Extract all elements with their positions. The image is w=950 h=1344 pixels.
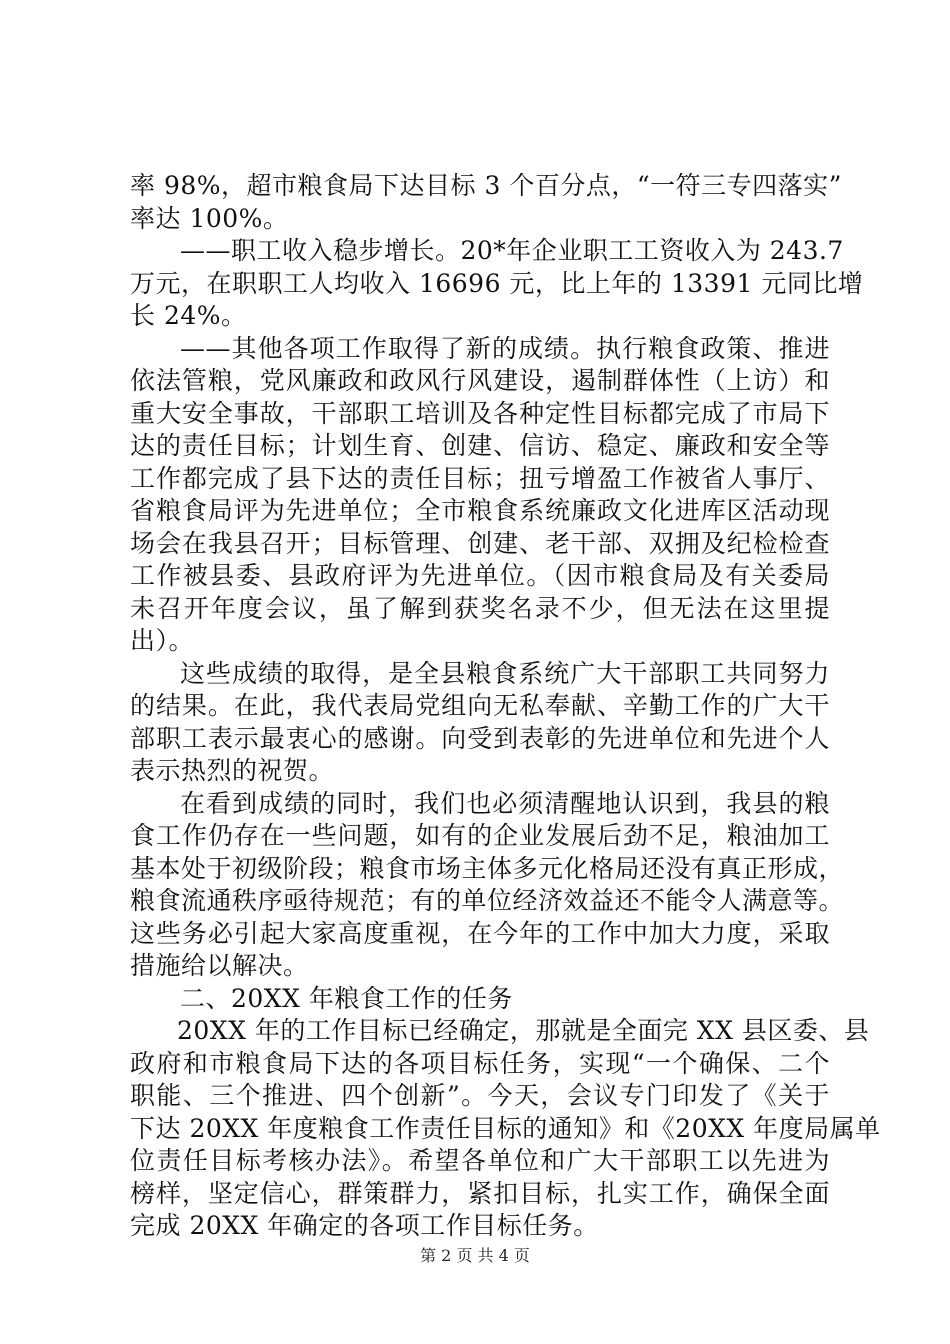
text-line: 率达 100%。 <box>130 203 289 233</box>
text-line: 这些成绩的取得，是全县粮食系统广大干部职工共同努力 <box>180 658 830 688</box>
text-line: 政府和市粮食局下达的各项目标任务，实现“一个确保、二个 <box>130 1048 830 1078</box>
text-line: 的结果。在此，我代表局党组向无私奉献、辛勤工作的广大干 <box>130 691 830 720</box>
text-line: 这些务必引起大家高度重视，在今年的工作中加大力度，采取 <box>130 918 830 948</box>
text-line: 下达 20XX 年度粮食工作责任目标的通知》和《20XX 年度局属单 <box>130 1113 881 1143</box>
text-line: 工作被县委、县政府评为先进单位。（因市粮食局及有关委局 <box>130 561 830 590</box>
text-line: 未召开年度会议，虽了解到获奖名录不少，但无法在这里提 <box>130 593 830 623</box>
text-line: 依法管粮，党风廉政和政风行风建设，遏制群体性（上访）和 <box>130 366 830 395</box>
text-line: 措施给以解决。 <box>130 951 309 980</box>
text-line: 基本处于初级阶段；粮食市场主体多元化格局还没有真正形成， <box>130 853 845 883</box>
text-line: 出）。 <box>130 626 195 655</box>
text-line: 20XX 年的工作目标已经确定，那就是全面完 XX 县区委、县 <box>177 1016 870 1045</box>
text-line: 表示热烈的祝贺。 <box>130 756 335 785</box>
text-line: 食工作仍存在一些问题，如有的企业发展后劲不足，粮油加工 <box>130 821 830 850</box>
text-line: 完成 20XX 年确定的各项工作目标任务。 <box>130 1211 599 1240</box>
text-line: 粮食流通秩序亟待规范；有的单位经济效益还不能令人满意等。 <box>130 886 845 915</box>
page-footer <box>0 1243 950 1266</box>
text-line: 达的责任目标；计划生育、创建、信访、稳定、廉政和安全等 <box>130 431 830 460</box>
text-line: 场会在我县召开；目标管理、创建、老干部、双拥及纪检检查 <box>130 528 830 558</box>
text-line: 在看到成绩的同时，我们也必须清醒地认识到，我县的粮 <box>180 788 830 818</box>
text-line: 位责任目标考核办法》。希望各单位和广大干部职工以先进为 <box>130 1146 830 1175</box>
text-line: 部职工表示最衷心的感谢。向受到表彰的先进单位和先进个人 <box>130 723 830 753</box>
text-line: 榜样，坚定信心，群策群力，紧扣目标，扎实工作，确保全面 <box>130 1178 830 1208</box>
text-line: 工作都完成了县下达的责任目标；扭亏增盈工作被省人事厅、 <box>130 463 830 493</box>
text-line: 省粮食局评为先进单位；全市粮食系统廉政文化进库区活动现 <box>130 496 830 525</box>
text-line: 万元，在职职工人均收入 16696 元，比上年的 13391 元同比增 <box>130 268 864 298</box>
text-line: 二、20XX 年粮食工作的任务 <box>180 983 513 1013</box>
text-line: 职能、三个推进、四个创新”。今天，会议专门印发了《关于 <box>130 1081 830 1110</box>
text-line: ——其他各项工作取得了新的成绩。执行粮食政策、推进 <box>180 333 830 363</box>
text-line: 重大安全事故，干部职工培训及各种定性目标都完成了市局下 <box>130 398 830 428</box>
text-line: ——职工收入稳步增长。20*年企业职工工资收入为 243.7 <box>180 236 844 265</box>
document-body <box>130 170 881 1243</box>
page-number-label: 第 2 页 共 4 页 <box>420 1246 530 1265</box>
text-line: 长 24%。 <box>130 301 247 330</box>
text-line: 率 98%，超市粮食局下达目标 3 个百分点，“一符三专四落实” <box>130 171 842 200</box>
